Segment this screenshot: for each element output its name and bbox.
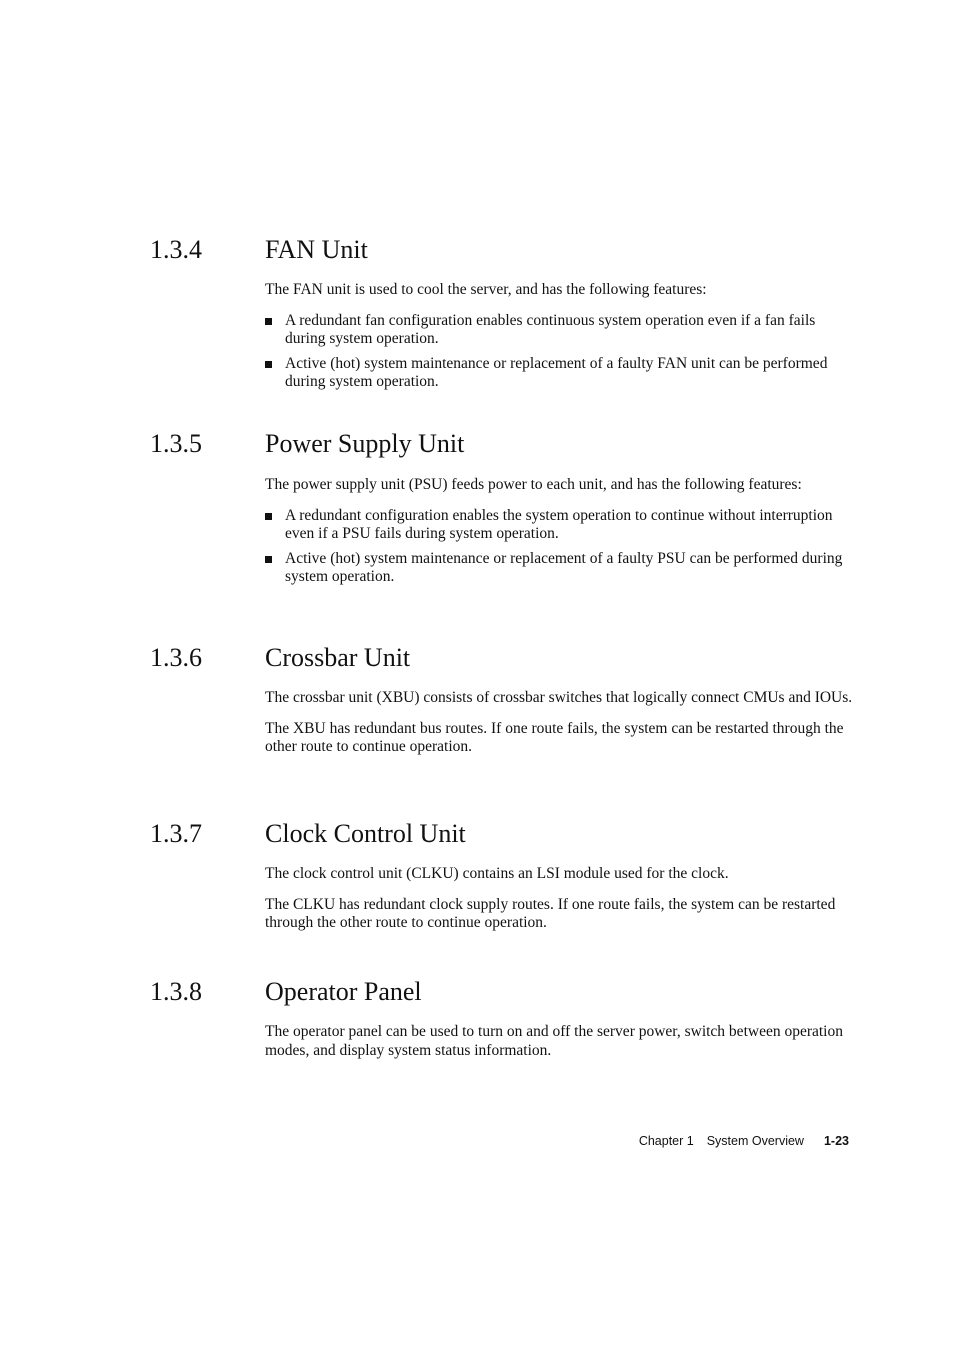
paragraph: The operator panel can be used to turn on and off the server power, switch between operation modes, and display system status information. <box>265 1023 843 1059</box>
section-number: 1.3.4 <box>150 235 202 264</box>
bullet-list <box>265 507 855 587</box>
list-item: Active (hot) system maintenance or replacement of a faulty PSU can be performed during system operation. <box>265 550 855 587</box>
bullet-list <box>265 312 855 392</box>
section-number: 1.3.7 <box>150 819 202 848</box>
page-number: 1-23 <box>823 1134 849 1148</box>
bullet-square-icon <box>265 361 272 368</box>
section-title: Operator Panel <box>265 977 422 1006</box>
paragraph: The FAN unit is used to cool the server, and has the following features: <box>265 281 707 298</box>
section-number: 1.3.5 <box>150 429 202 458</box>
section-title: Clock Control Unit <box>265 819 466 848</box>
paragraph: The XBU has redundant bus routes. If one route fails, the system can be restarted through the other route to continue operation. <box>265 719 844 755</box>
paragraph: The clock control unit (CLKU) contains an LSI module used for the clock. <box>265 865 729 882</box>
paragraph: The CLKU has redundant clock supply routes. If one route fails, the system can be restarted through the other route to continue operation. <box>265 895 836 931</box>
paragraph: The crossbar unit (XBU) consists of crossbar switches that logically connect CMUs and IOUs. <box>265 689 853 706</box>
bullet-square-icon <box>265 513 272 520</box>
bullet-square-icon <box>265 318 272 325</box>
list-item: Active (hot) system maintenance or replacement of a faulty FAN unit can be performed during system operation. <box>265 355 855 392</box>
section-title: Power Supply Unit <box>265 429 465 458</box>
list-item: A redundant configuration enables the system operation to continue without interruption even if a PSU fails during system operation. <box>265 507 855 544</box>
bullet-square-icon <box>265 556 272 563</box>
section-number: 1.3.8 <box>150 977 202 1006</box>
footer-chapter-title: System Overview <box>706 1134 804 1148</box>
section-title: FAN Unit <box>265 235 368 264</box>
section-number: 1.3.6 <box>150 643 202 672</box>
list-item: A redundant fan configuration enables continuous system operation even if a fan fails during system operation. <box>265 312 855 349</box>
paragraph: The power supply unit (PSU) feeds power to each unit, and has the following features: <box>265 476 802 493</box>
footer-chapter: Chapter 1 <box>638 1134 694 1148</box>
section-title: Crossbar Unit <box>265 643 411 672</box>
page-footer <box>639 1133 849 1149</box>
